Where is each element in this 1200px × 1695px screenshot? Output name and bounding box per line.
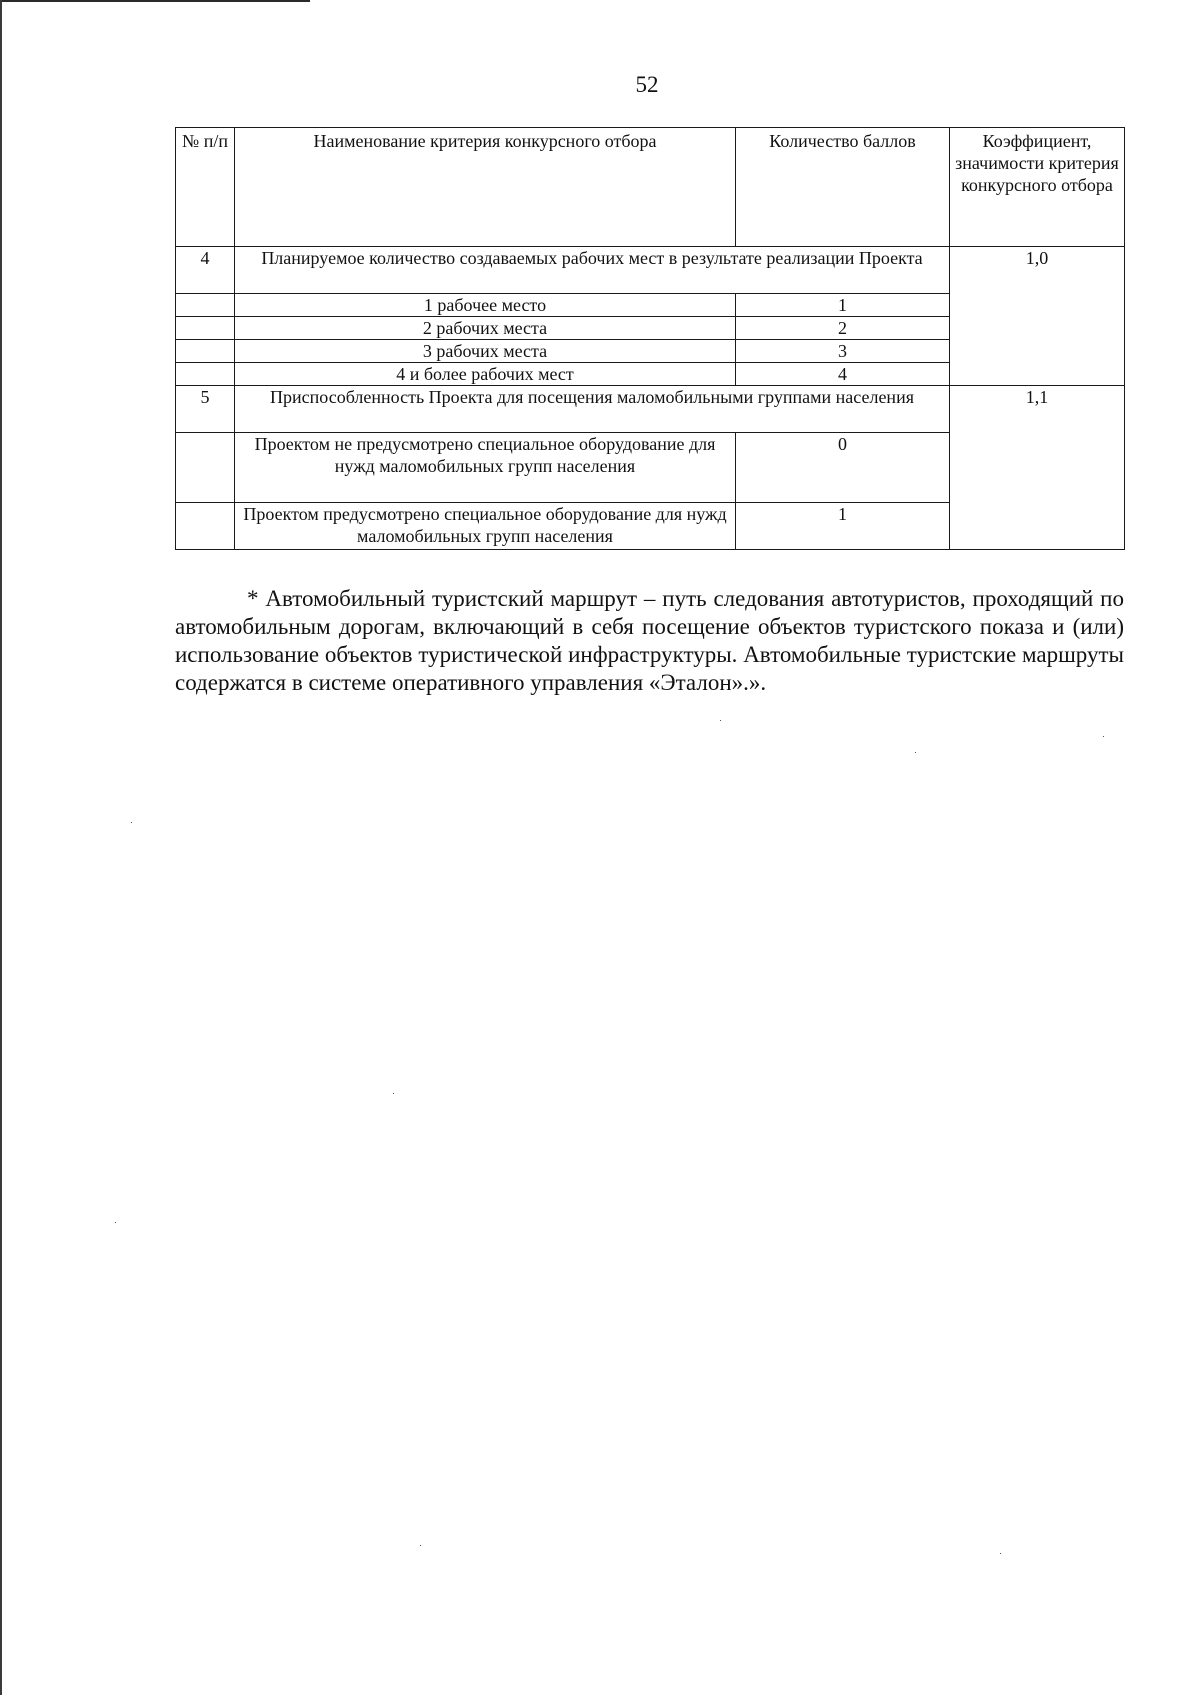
criterion-number: 5: [176, 386, 235, 433]
option-points: 3: [736, 340, 950, 363]
option-number-empty: [176, 317, 235, 340]
option-label: 2 рабочих места: [235, 317, 736, 340]
criterion-row: [176, 386, 1125, 433]
option-label: 1 рабочее место: [235, 294, 736, 317]
scan-speck: [420, 1545, 421, 1546]
option-points: 4: [736, 363, 950, 386]
footnote-text: * Автомобильный туристский маршрут – путь следования автотуристов, проходящий по автомобильным дорогам, включающий в себя посещение объектов туристского показа и (или) использование объектов туристической инфраструктуры. Автомобильные туристские маршруты содержатся в системе оперативного управления «Эталон».».: [175, 586, 1124, 695]
option-number-empty: [176, 294, 235, 317]
option-label: 3 рабочих места: [235, 340, 736, 363]
option-label: Проектом предусмотрено специальное оборудование для нужд маломобильных групп населения: [235, 503, 736, 550]
option-label: 4 и более рабочих мест: [235, 363, 736, 386]
criterion-coefficient: 1,1: [950, 386, 1125, 550]
criterion-title: Приспособленность Проекта для посещения маломобильными группами населения: [235, 386, 950, 433]
option-points: 1: [736, 503, 950, 550]
scan-speck: [720, 720, 721, 721]
option-number-empty: [176, 340, 235, 363]
criteria-table: [175, 127, 1125, 550]
header-number: № п/п: [176, 128, 235, 247]
option-number-empty: [176, 363, 235, 386]
scan-speck: [1000, 1553, 1001, 1554]
criterion-coefficient: 1,0: [950, 247, 1125, 386]
option-points: 2: [736, 317, 950, 340]
header-criterion: Наименование критерия конкурсного отбора: [235, 128, 736, 247]
header-points: Количество баллов: [736, 128, 950, 247]
page-number: 52: [635, 72, 659, 97]
scan-speck: [115, 1222, 116, 1223]
table-header-row: [176, 128, 1125, 247]
scan-speck: [915, 752, 916, 753]
criterion-title: Планируемое количество создаваемых рабочих мест в результате реализации Проекта: [235, 247, 950, 294]
option-points: 1: [736, 294, 950, 317]
header-coefficient: Коэффициент, значимости критерия конкурсного отбора: [950, 128, 1125, 247]
criterion-row: [176, 247, 1125, 294]
scan-speck: [393, 1093, 394, 1094]
criterion-number: 4: [176, 247, 235, 294]
option-label: Проектом не предусмотрено специальное оборудование для нужд маломобильных групп населения: [235, 433, 736, 503]
scan-edge-top: [0, 0, 310, 2]
footnote: [175, 585, 1124, 697]
scan-edge-left: [0, 0, 2, 1695]
scan-speck: [1103, 736, 1104, 737]
option-number-empty: [176, 503, 235, 550]
option-points: 0: [736, 433, 950, 503]
option-number-empty: [176, 433, 235, 503]
scan-speck: [131, 822, 132, 823]
